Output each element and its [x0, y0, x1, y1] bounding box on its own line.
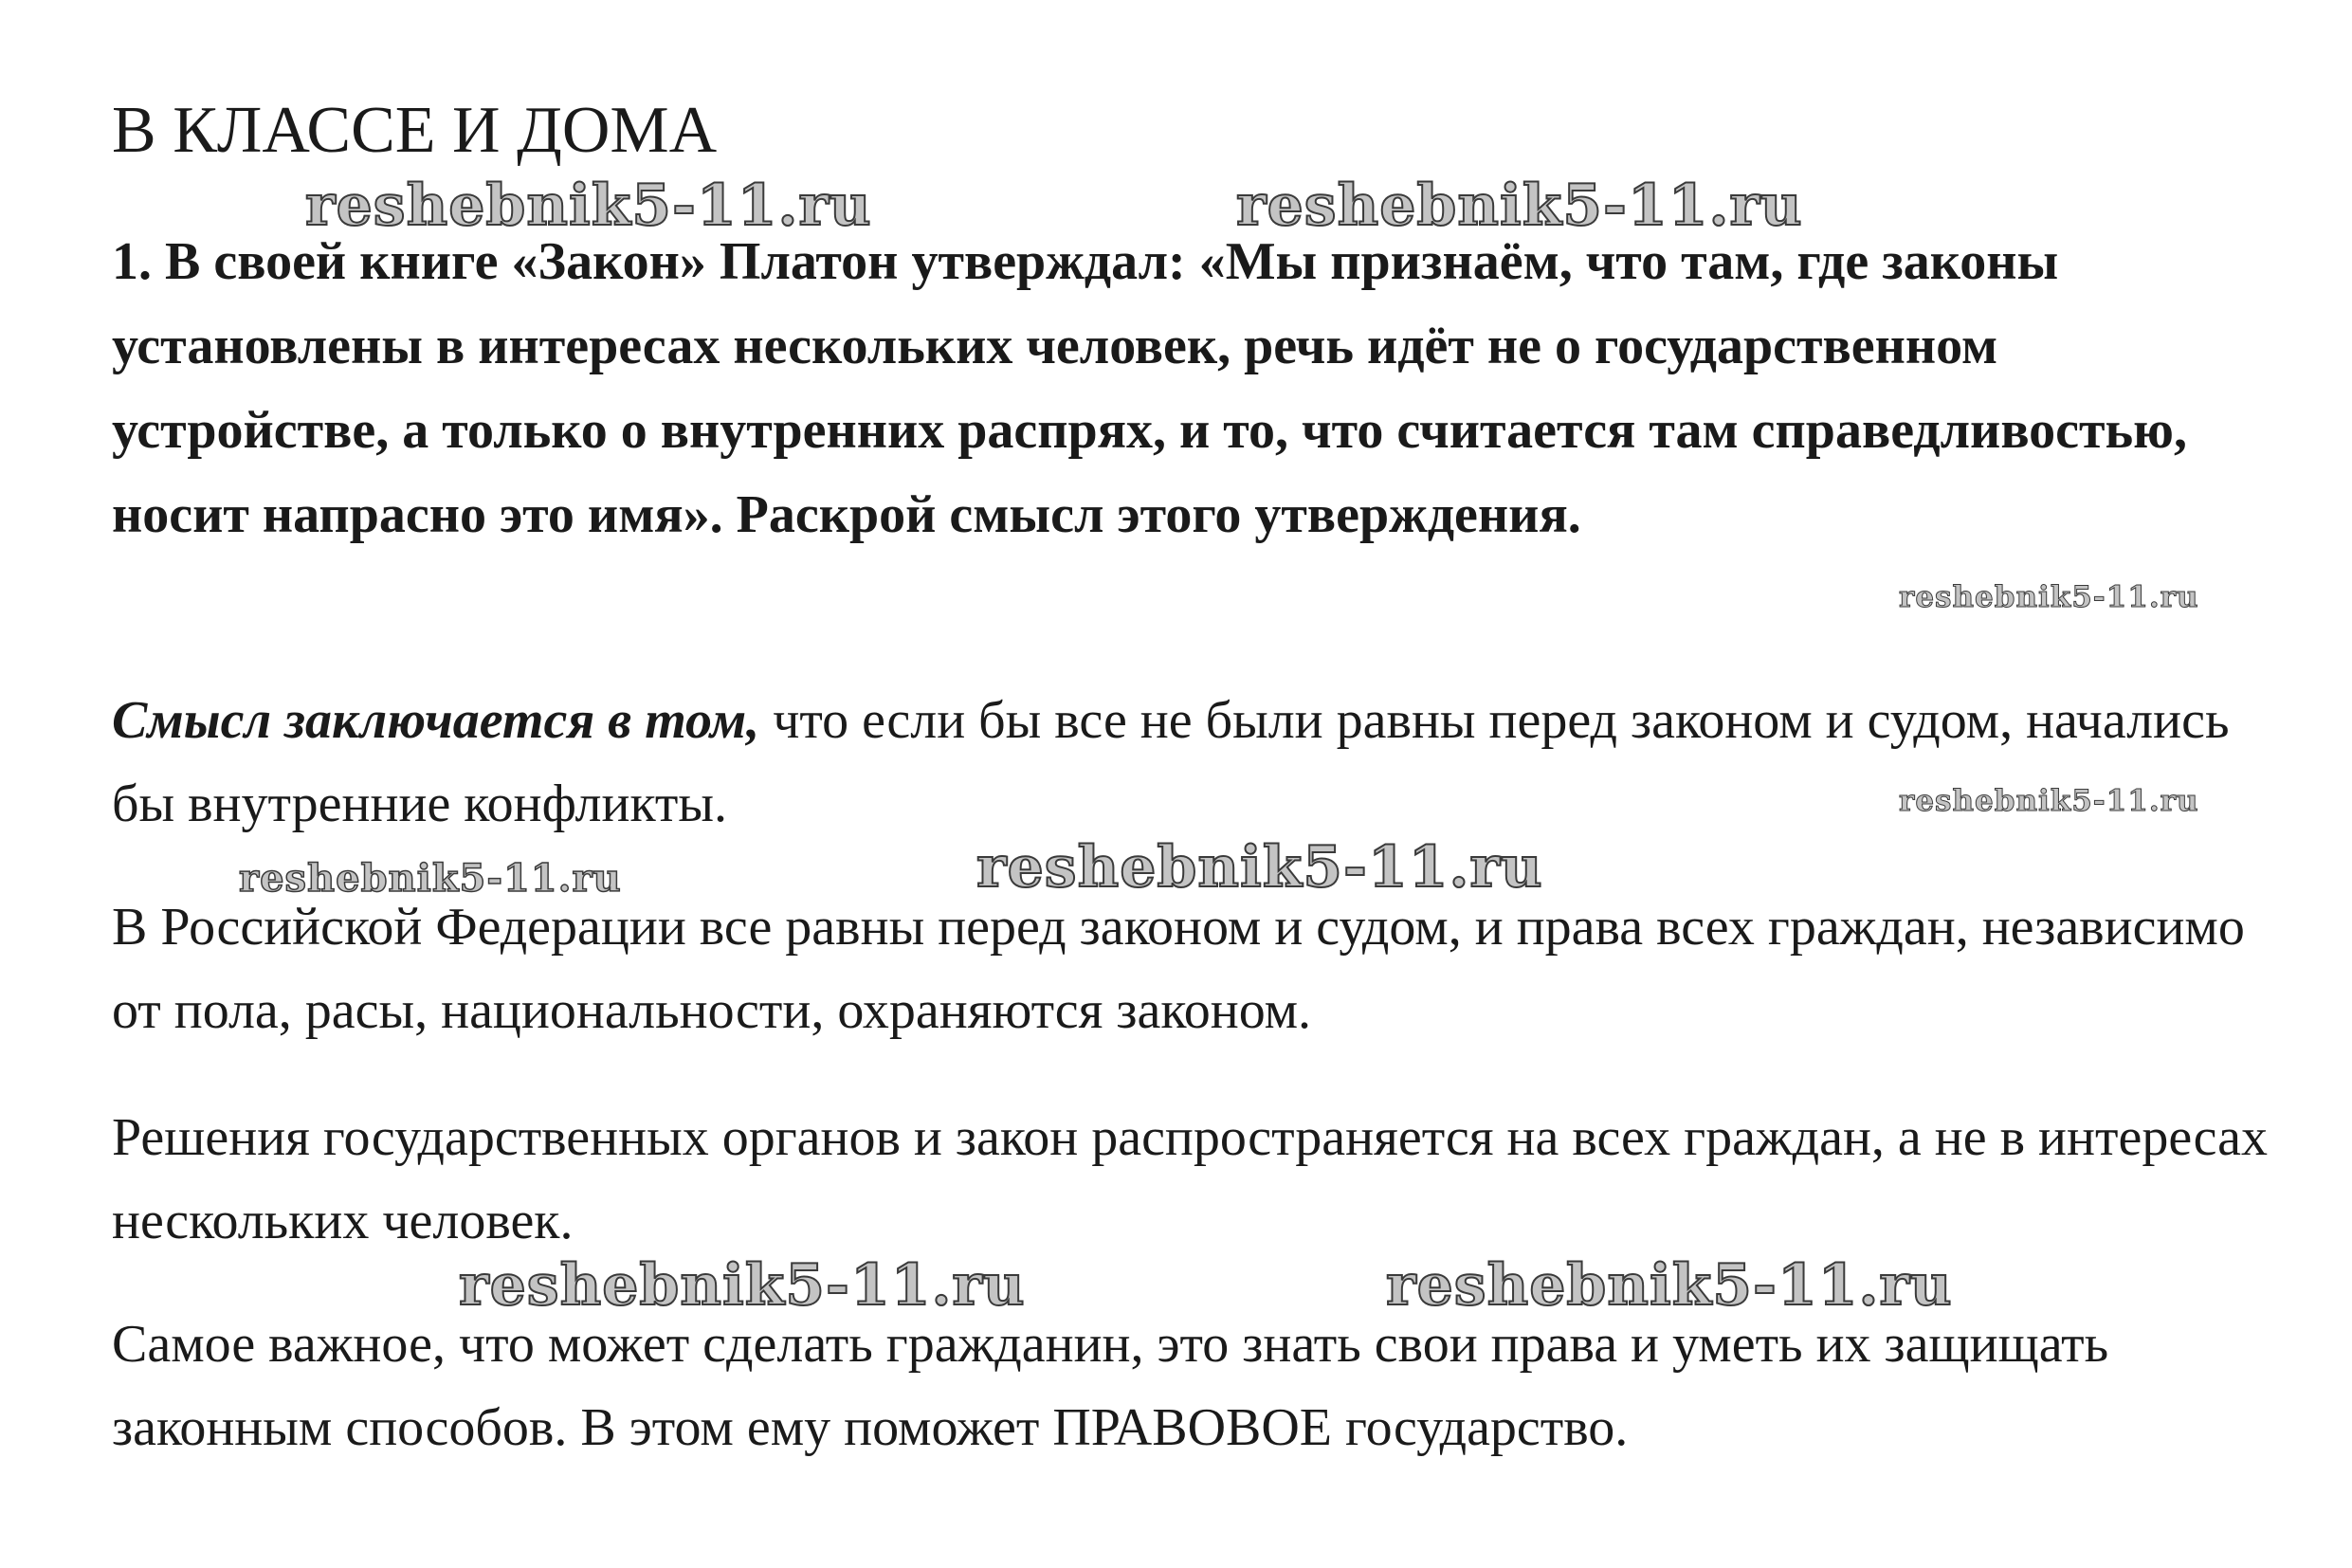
answer-paragraph-2: В Российской Федерации все равны перед законом и судом, и права всех граждан, независимо от пола, расы, национальности, охраняются законом.	[112, 898, 2245, 1040]
answer-paragraph-3: Решения государственных органов и закон распространяется на всех граждан, а не в интересах нескольких человек.	[112, 1108, 2268, 1250]
answer-paragraph-4: Самое важное, что может сделать гражданин, это знать свои права и уметь их защищать законным способов. В этом ему поможет ПРАВОВОЕ государство.	[112, 1315, 2109, 1457]
watermark: reshebnik5-11.ru	[305, 173, 872, 239]
watermark: reshebnik5-11.ru	[1386, 1252, 1953, 1319]
answer-paragraph-1-rest: что если бы все не были равны перед законом и судом, начались бы внутренние конфликты.	[112, 691, 2230, 833]
watermark: reshebnik5-11.ru	[459, 1252, 1026, 1319]
watermark: reshebnik5-11.ru	[239, 856, 622, 901]
answer-paragraph-1	[112, 679, 2283, 846]
section-heading: В КЛАССЕ И ДОМА	[112, 94, 718, 167]
watermark: reshebnik5-11.ru	[1899, 580, 2199, 614]
answer-lead-phrase: Смысл заключается в том,	[112, 691, 760, 750]
task-question: 1. В своей книге «Закон» Платон утверждал: «Мы признаём, что там, где законы установлены в интересах нескольких человек, речь идёт не о государственном устройстве, а только о внутренних распрях, и то, что считается там справедливостью, носит напрасно это имя». Раскрой смысл этого утверждения.	[112, 232, 2187, 544]
watermark: reshebnik5-11.ru	[1236, 173, 1803, 239]
watermark: reshebnik5-11.ru	[1899, 784, 2199, 818]
watermark: reshebnik5-11.ru	[976, 834, 1543, 901]
